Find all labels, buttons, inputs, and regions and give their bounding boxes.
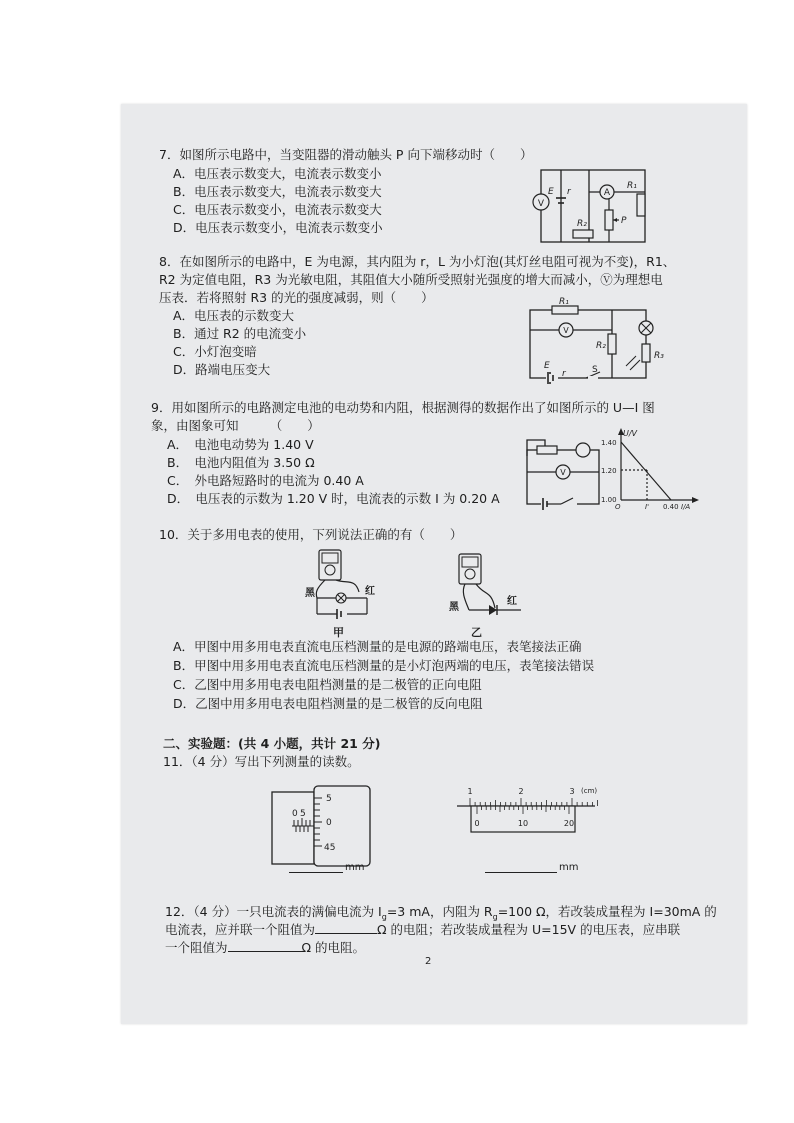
q9-option-c: C． 外电路短路时的电流为 0.40 A — [167, 473, 364, 488]
q7-r2-label: R₂ — [577, 219, 587, 229]
q11-micrometer-unit: mm — [345, 862, 365, 873]
q7-r1-label: R₁ — [627, 181, 637, 191]
q12-shunt-answer-blank[interactable] — [315, 922, 377, 934]
q7-ammeter-label: A — [603, 188, 611, 198]
q9-option-a: A． 电池电动势为 1.40 V — [167, 437, 314, 452]
q9-graph-xlabel: I/A — [681, 503, 691, 511]
q11-caliper-vernier-10: 10 — [517, 819, 529, 828]
q10-option-b: B．甲图中用多用电表直流电压档测量的是小灯泡两端的电压，表笔接法错误 — [173, 658, 595, 673]
q12-text-7: Ω 的电阻。 — [301, 940, 366, 955]
q9-option-d: D． 电压表的示数为 1.20 V 时，电流表的示数 I 为 0.20 A — [167, 491, 500, 506]
q7-p-label: P — [621, 216, 627, 226]
q9-ui-graph — [601, 428, 700, 511]
q10-option-c: C．乙图中用多用电表电阻档测量的是二极管的正向电阻 — [173, 677, 482, 692]
q10-yi-black-probe: 黑 — [449, 602, 459, 613]
q8-r3-label: R₃ — [654, 351, 664, 361]
q9-voltmeter-label: V — [560, 468, 566, 477]
q10-jia-caption: 甲 — [333, 626, 344, 639]
q9-graph-ylabel: U/V — [623, 429, 638, 438]
q10-figure-jia — [303, 548, 383, 640]
q12-text-5: Ω 的电阻；若改装成量程为 U=15V 的电压表，应串联 — [377, 922, 681, 937]
q7-e-label: E — [548, 187, 554, 197]
q10-figure-yi — [451, 552, 531, 642]
q8-line-1: 8．在如图所示的电路中，E 为电源，其内阻为 r，L 为小灯泡(其灯丝电阻可视为不变)，R1、 — [159, 254, 676, 269]
q7-r-label: r — [567, 187, 571, 197]
q12-line-3 — [165, 940, 365, 956]
q11-micrometer-right-0: 0 — [326, 818, 332, 828]
q8-r1-label: R₁ — [559, 297, 569, 307]
q11-vernier-caliper — [453, 780, 603, 840]
q11-micrometer-left-5: 5 — [300, 809, 306, 819]
q11-caliper-main-3: 3 — [569, 787, 575, 796]
q9-line-2: 象，由图象可知 （ ） — [151, 418, 320, 433]
q7-option-a: A．电压表示数变大，电流表示数变小 — [173, 166, 382, 181]
q9-graph-origin: O — [615, 503, 621, 511]
q7-option-d: D．电压表示数变小，电流表示数变小 — [173, 220, 383, 235]
q8-line-2: R2 为定值电阻，R3 为光敏电阻，其阻值大小随所受照射光强度的增大而减小，Ⓥ为理想电 — [159, 272, 663, 287]
q12-text-2: =3 mA，内阻为 R — [386, 904, 493, 919]
q7-option-c: C．电压表示数变小，电流表示数变大 — [173, 202, 382, 217]
q8-voltmeter-label: V — [563, 326, 569, 335]
q10-yi-red-probe: 红 — [507, 596, 517, 607]
exam-paper — [121, 104, 747, 1024]
q12-text-3: =100 Ω，若改装成量程为 I=30mA 的 — [497, 904, 717, 919]
q12-sub-g1: g — [381, 912, 387, 922]
q8-r2-label: R₂ — [596, 341, 606, 351]
q12-text-1: 12．（4 分）一只电流表的满偏电流为 I — [165, 904, 382, 919]
q9-graph-i-prime: I' — [645, 503, 649, 511]
q8-s-label: S — [592, 365, 598, 375]
q12-line-2 — [165, 922, 680, 938]
q7-voltmeter-label: V — [537, 199, 545, 209]
q11-caliper-unit: mm — [559, 862, 579, 873]
q9-graph-x040: 0.40 — [663, 503, 679, 511]
section-2-heading: 二、实验题：(共 4 小题，共计 21 分) — [163, 736, 381, 751]
q9-graph-y140: 1.40 — [601, 439, 617, 447]
q11-micrometer-right-45: 45 — [324, 843, 336, 853]
q8-option-d: D．路端电压变大 — [173, 362, 271, 377]
q8-circuit-diagram — [526, 294, 676, 382]
q12-text-6: 一个阻值为 — [165, 940, 228, 955]
q10-stem: 10．关于多用电表的使用，下列说法正确的有（ ） — [159, 527, 463, 542]
q9-line-1: 9．用如图所示的电路测定电池的电动势和内阻，根据测得的数据作出了如图所示的 U—I 图 — [151, 400, 655, 415]
q10-jia-black-probe: 黑 — [305, 588, 315, 599]
q7-option-b: B．电压表示数变大，电流表示数变大 — [173, 184, 382, 199]
q7-stem: 7．如图所示电路中，当变阻器的滑动触头 P 向下端移动时（ ） — [159, 147, 533, 162]
q9-graph-y100: 1.00 — [601, 496, 617, 504]
q11-micrometer-left-0: 0 — [292, 809, 298, 819]
q12-series-answer-blank[interactable] — [228, 940, 302, 952]
q9-option-b: B． 电池内阻值为 3.50 Ω — [167, 455, 315, 470]
q10-option-d: D．乙图中用多用电表电阻档测量的是二极管的反向电阻 — [173, 696, 483, 711]
q11-micrometer-right-5: 5 — [326, 794, 332, 804]
q10-option-a: A．甲图中用多用电表直流电压档测量的是电源的路端电压，表笔接法正确 — [173, 639, 582, 654]
q11-caliper-unit-cm: (cm) — [581, 787, 598, 795]
q12-sub-g2: g — [492, 912, 498, 922]
page-number: 2 — [425, 956, 432, 967]
q11-caliper-main-1: 1 — [467, 787, 473, 796]
q7-circuit-diagram — [523, 162, 653, 244]
q11-micrometer — [268, 782, 378, 872]
q9-graph-y120: 1.20 — [601, 467, 617, 475]
q9-circuit-diagram — [523, 436, 603, 508]
q12-text-4: 电流表，应并联一个阻值为 — [165, 922, 316, 937]
q8-e-label: E — [544, 361, 550, 371]
q10-jia-red-probe: 红 — [365, 586, 375, 597]
q8-option-c: C．小灯泡变暗 — [173, 344, 257, 359]
q10-yi-caption: 乙 — [471, 626, 482, 639]
q11-micrometer-answer-line[interactable] — [289, 872, 343, 873]
q11-caliper-vernier-20: 20 — [563, 819, 575, 828]
q11-caliper-answer-line[interactable] — [485, 872, 557, 873]
q8-line-3: 压表．若将照射 R3 的光的强度减弱，则（ ） — [159, 290, 434, 305]
q11-caliper-main-2: 2 — [518, 787, 524, 796]
q11-stem: 11．（4 分）写出下列测量的读数。 — [163, 754, 360, 769]
q8-option-b: B．通过 R2 的电流变小 — [173, 326, 307, 341]
q11-caliper-vernier-0: 0 — [474, 819, 480, 828]
q8-option-a: A．电压表的示数变大 — [173, 308, 295, 323]
q8-r-label: r — [562, 369, 566, 379]
